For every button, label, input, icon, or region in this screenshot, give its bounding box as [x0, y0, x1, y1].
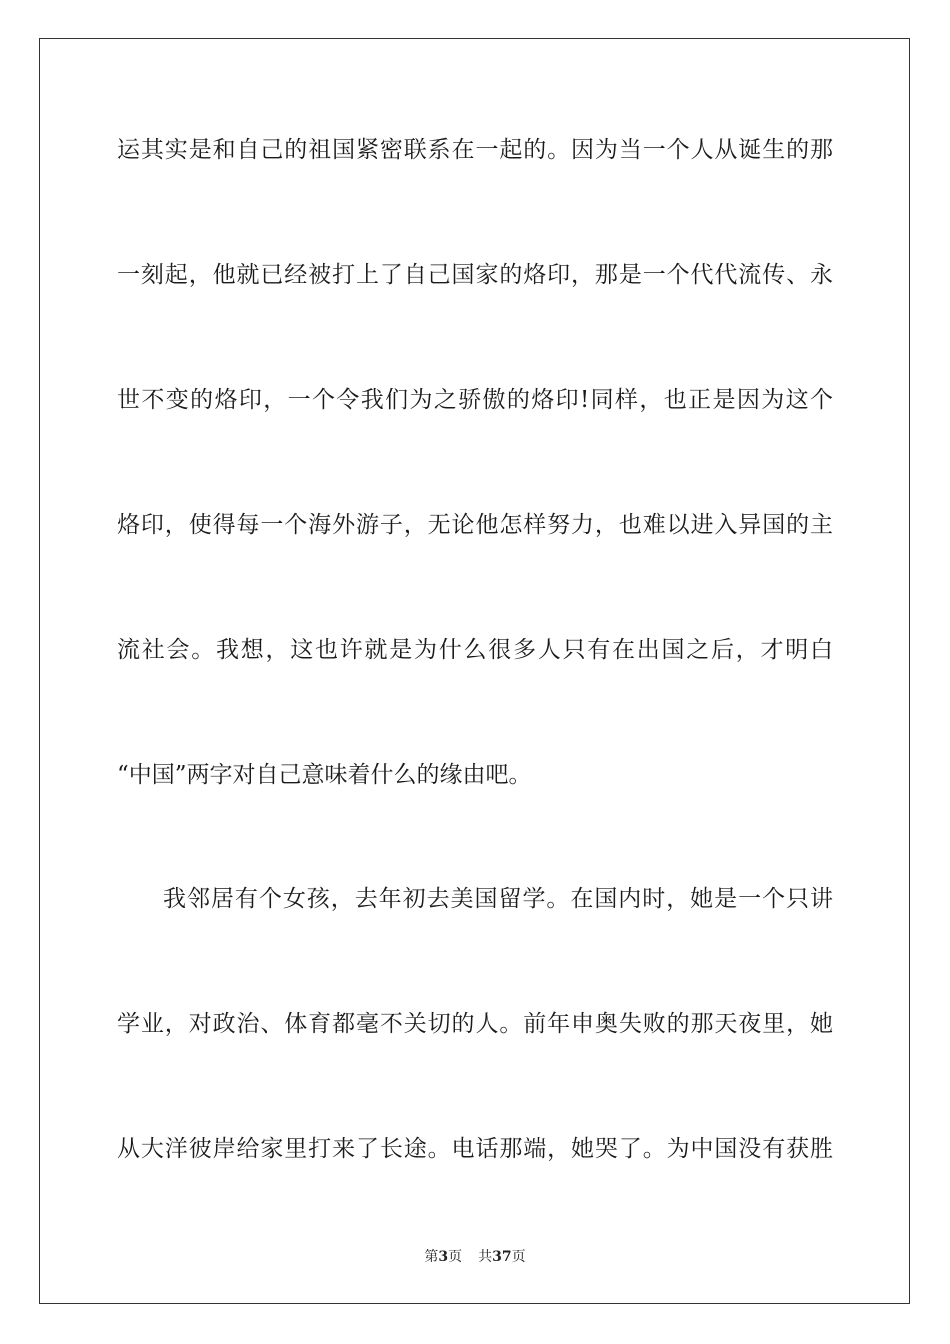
page-number: 3	[438, 1249, 449, 1265]
text-line: 学业，对政治、体育都毫不关切的人。前年申奥失败的那天夜里，她	[117, 1011, 833, 1037]
text-line: 一刻起，他就已经被打上了自己国家的烙印，那是一个代代流传、永	[117, 262, 833, 288]
page-footer	[0, 1247, 950, 1267]
text-line: 运其实是和自己的祖国紧密联系在一起的。因为当一个人从诞生的那	[117, 137, 833, 163]
total-pages: 37	[492, 1249, 512, 1265]
page-prefix: 第	[424, 1249, 439, 1265]
text-line: 世不变的烙印，一个令我们为之骄傲的烙印!同样，也正是因为这个	[117, 387, 833, 413]
paragraph-first-line: 我邻居有个女孩，去年初去美国留学。在国内时，她是一个只讲	[163, 886, 833, 912]
total-prefix: 共	[478, 1249, 493, 1265]
page-suffix: 页	[448, 1249, 463, 1265]
text-line: 流社会。我想，这也许就是为什么很多人只有在出国之后，才明白	[117, 637, 833, 663]
text-line: 从大洋彼岸给家里打来了长途。电话那端，她哭了。为中国没有获胜	[117, 1136, 833, 1162]
total-suffix: 页	[511, 1249, 526, 1265]
text-line: “中国”两字对自己意味着什么的缘由吧。	[117, 762, 532, 788]
text-line: 烙印，使得每一个海外游子，无论他怎样努力，也难以进入异国的主	[117, 512, 833, 538]
page-border	[39, 38, 910, 1304]
